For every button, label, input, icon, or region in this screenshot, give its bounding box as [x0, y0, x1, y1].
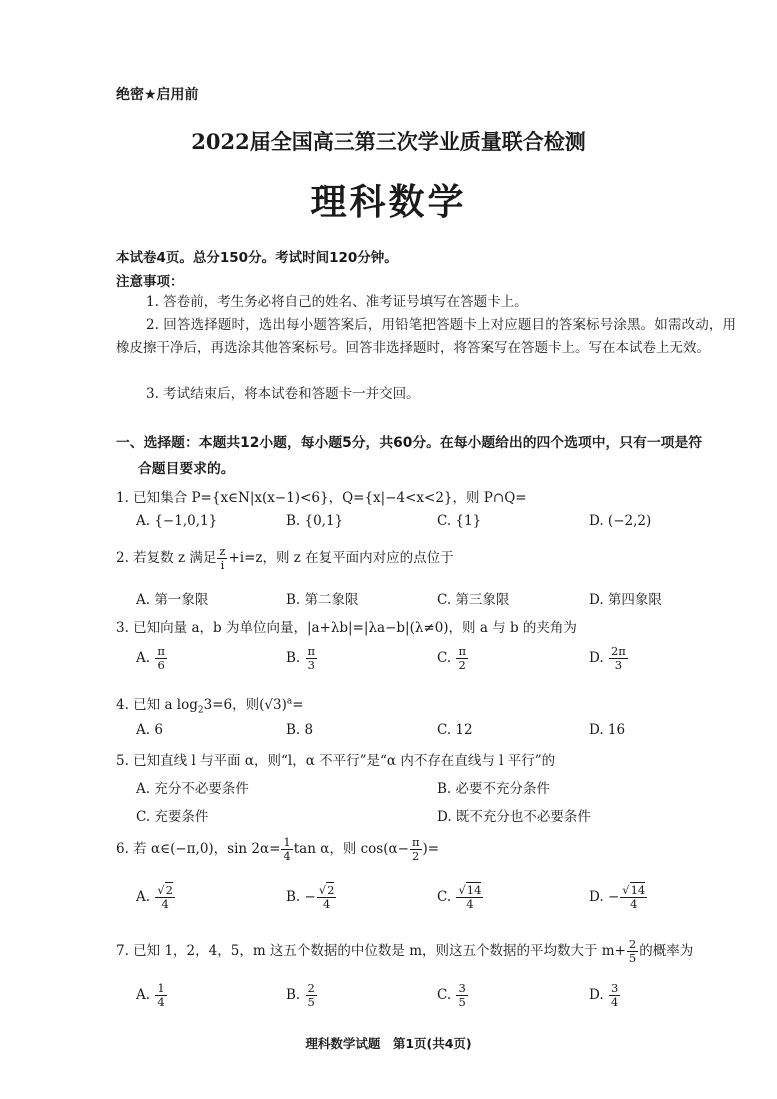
- q4-option-c: C. 12: [437, 722, 473, 738]
- q3-option-b: B. $\frac{\pi}{3}$: [286, 644, 316, 672]
- question-6-stem: 6. 若 α∈(−π,0)，sin 2α= $\frac{1}{4}$ tan α，则 cos(α− $\frac{\pi}{2}$ )=: [116, 835, 440, 863]
- q1-option-a: A. {−1,0,1}: [136, 513, 218, 529]
- question-1-stem: 1. 已知集合 P={x∈N|x(x−1)<6}，Q={x|−4<x<2}，则 P∩Q=: [116, 490, 527, 506]
- confidential-label: 绝密★启用前: [116, 87, 199, 103]
- q1-option-c: C. {1}: [437, 513, 482, 529]
- note-item-2: 2. 回答选择题时，选出每小题答案后，用铅笔把答题卡上对应题目的答案标号涂黑。如需改动，用橡皮擦干净后，再选涂其他答案标号。回答非选择题时，将答案写在答题卡上。写在本试卷上无效。: [116, 317, 736, 356]
- q1-option-d: D. (−2,2): [589, 513, 652, 529]
- q6-option-b: B. − $\frac{√2}{4}$: [286, 883, 335, 911]
- note-item-1: 1. 答卷前，考生务必将自己的姓名、准考证号填写在答题卡上。: [146, 294, 528, 310]
- q2-option-a: A. 第一象限: [136, 592, 209, 608]
- question-4-stem: 4. 已知 a $\log_23=6$，则$(√3)^a=$: [116, 696, 304, 716]
- section-heading-line1: 一、选择题：本题共12小题，每小题5分，共60分。在每小题给出的四个选项中，只有一项是符: [116, 435, 703, 451]
- q1-option-b: B. {0,1}: [286, 513, 344, 529]
- q3-option-a: A. $\frac{\pi}{6}$: [136, 644, 165, 672]
- question-5-stem: 5. 已知直线 l 与平面 α，则“l，α 不平行”是“α 内不存在直线与 l 平行”的: [116, 753, 556, 769]
- page-footer: 理科数学试题 第1页(共4页): [305, 1036, 472, 1051]
- q7-option-a: A. $\frac{1}{4}$: [136, 981, 165, 1009]
- q4-option-d: D. 16: [589, 722, 626, 738]
- q2-stem-part-b: +i=z，则 z 在复平面内对应的点位于: [228, 550, 454, 566]
- q5-option-a: A. 充分不必要条件: [136, 781, 249, 797]
- note-item-3: 3. 考试结束后，将本试卷和答题卡一并交回。: [146, 386, 420, 402]
- q5-option-d: D. 既不充分也不必要条件: [437, 809, 591, 825]
- q6-option-d: D. − $\frac{√14}{4}$: [589, 883, 646, 911]
- subject-title: 理科数学: [310, 182, 467, 223]
- q5-option-c: C. 充要条件: [136, 809, 209, 825]
- q6-option-a: A. $\frac{√2}{4}$: [136, 883, 173, 911]
- q5-option-b: B. 必要不充分条件: [437, 781, 551, 797]
- q2-fraction: $\frac{z}{i}$: [219, 544, 226, 572]
- question-3-stem: 3. 已知向量 a，b 为单位向量，|a+λb|=|λa−b|(λ≠0)，则 a 与 b 的夹角为: [116, 620, 577, 636]
- exam-title: 2022届全国高三第三次学业质量联合检测: [191, 129, 586, 154]
- q7-option-c: C. $\frac{3}{5}$: [437, 981, 466, 1009]
- q6-option-c: C. $\frac{√14}{4}$: [437, 883, 482, 911]
- q7-option-d: D. $\frac{3}{4}$: [589, 981, 619, 1009]
- q7-option-b: B. $\frac{2}{5}$: [286, 981, 315, 1009]
- q4-option-b: B. 8: [286, 722, 314, 738]
- notes-heading: 注意事项：: [116, 274, 184, 290]
- q4-option-a: A. 6: [136, 722, 163, 738]
- q2-option-b: B. 第二象限: [286, 592, 359, 608]
- section-heading-line2: 合题目要求的。: [138, 461, 235, 477]
- question-7-stem: 7. 已知 1，2，4，5，m 这五个数据的中位数是 m，则这五个数据的平均数大于 m+ $\frac{2}{5}$ 的概率为: [116, 937, 694, 965]
- exam-info: 本试卷4页。总分150分。考试时间120分钟。: [116, 250, 398, 266]
- question-2-stem: [116, 545, 454, 572]
- section-heading: [116, 430, 746, 482]
- q3-option-c: C. $\frac{\pi}{2}$: [437, 644, 466, 672]
- q2-option-d: D. 第四象限: [589, 592, 662, 608]
- q2-stem-part-a: 2. 若复数 z 满足: [116, 550, 217, 566]
- q2-option-c: C. 第三象限: [437, 592, 510, 608]
- q3-option-d: D. $\frac{2\pi}{3}$: [589, 644, 626, 672]
